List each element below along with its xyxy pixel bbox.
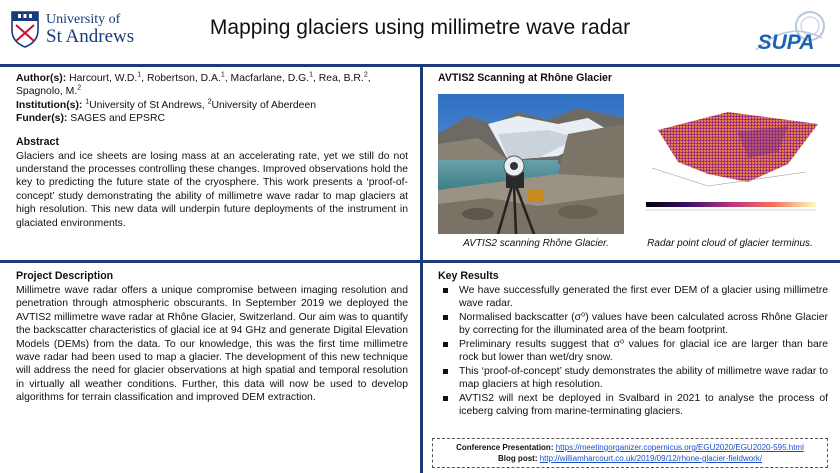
funders-line (16, 112, 408, 125)
results-list (438, 284, 828, 418)
links-box (432, 438, 828, 468)
author-name: Harcourt, W.D. (69, 73, 138, 84)
conference-link[interactable]: https://meetingorganizer.copernicus.org/EGU2020/EGU2020-595.html (555, 443, 804, 452)
column-divider (420, 64, 423, 473)
blog-label: Blog post: (497, 454, 538, 463)
project-heading: Project Description (16, 270, 114, 282)
author-affiliation: 1 (220, 71, 225, 79)
result-item: AVTIS2 will next be deployed in Svalbard in 2021 to analyse the process of iceberg calving from marine-terminating glaciers. (438, 392, 828, 418)
university-name-line1: University of (46, 11, 121, 27)
scanning-heading: AVTIS2 Scanning at Rhône Glacier (438, 72, 613, 84)
avtis2-photo (438, 94, 624, 234)
funders-label: Funder(s): (16, 113, 68, 125)
result-item: Preliminary results suggest that σ⁰ values for glacial ice are larger than bare rock but lower than wet/dry snow. (438, 338, 828, 364)
supa-logo-text: SUPA (757, 31, 815, 54)
abstract-heading: Abstract (16, 135, 59, 148)
results-panel (438, 270, 828, 419)
poster-title: Mapping glaciers using millimetre wave radar (209, 16, 631, 39)
photo-caption: AVTIS2 scanning Rhône Glacier. (463, 238, 609, 249)
institutions-line (16, 99, 408, 112)
result-item: Normalised backscatter (σ⁰) values have been calculated across Rhône Glacier by correcting for the illuminated area of the beam footprint. (438, 311, 828, 337)
funders-value: SAGES and EPSRC (70, 113, 165, 125)
authors-line: Author(s): Harcourt, W.D.$^1$, Robertson, D.A.$^1$, Macfarlane, D.G.$^1$, Rea, B.R.$^2$, Spagnolo, M.$^2$ (16, 71, 371, 98)
project-panel (16, 270, 408, 405)
poster-header (0, 0, 840, 66)
institution-1: University of St Andrews, (89, 99, 205, 111)
project-text: Millimetre wave radar offers a unique compromise between imaging resolution and penetration through atmospheric obscurants. In September 2019 we deployed the AVTIS2 millimetre wave radar at Rhône Glacier, Switzerland. Our aim was to quantify the backscatter characteristics of glacial ice at 94 GHz and generate Digital Elevation Models (DEMs) from the data. To our knowledge, this was the first time millimetre wave radar had been used to map a glacier. The development of this new technique will address the need for glacier observations at high spatial and temporal resolution in virtually all weather conditions. Further, this data will now be used to develop algorithms for terrain classification and improved DEM extraction. (16, 285, 408, 404)
supa-logo (748, 10, 826, 56)
abstract-text: Glaciers and ice sheets are losing mass at an accelerating rate, yet we still do not understand the processes controlling these changes. Improved observations hold the key to predicting the future state of the cryosphere. This work presents a ‘proof-of-concept’ study demonstrating the ability of millimetre wave radar to map glaciers at high resolution. This new data will underpin future deployments of the instrument in glaciated environments. (16, 150, 408, 229)
point-cloud-caption: Radar point cloud of glacier terminus. (647, 238, 813, 249)
conference-label: Conference Presentation: (456, 443, 554, 452)
authors-label: Author(s): (16, 73, 67, 84)
result-item: This ‘proof-of-concept’ study demonstrates the ability of millimetre wave radar to map glaciers at high resolution. (438, 365, 828, 391)
author-affiliation: 1 (137, 71, 142, 79)
blog-link[interactable]: http://williamharcourt.co.uk/2019/09/12/rhone-glacier-fieldwork/ (539, 454, 763, 463)
results-heading: Key Results (438, 270, 499, 282)
institution-sup: 2 (207, 98, 212, 106)
author-name: Rea, B.R. (318, 73, 364, 84)
author-name: Robertson, D.A. (146, 73, 221, 84)
author-affiliation: 2 (77, 84, 82, 92)
institution-2: University of Aberdeen (211, 99, 317, 111)
university-name-line2: St Andrews (46, 25, 135, 47)
author-affiliation: 2 (363, 71, 368, 79)
abstract-section (16, 136, 408, 230)
result-item: We have successfully generated the first ever DEM of a glacier using millimetre wave radar. (438, 284, 828, 310)
blog-line (433, 453, 827, 464)
radar-point-cloud (638, 102, 824, 222)
conference-line (433, 442, 827, 453)
institution-sup: 1 (85, 98, 90, 106)
author-name: Spagnolo, M. (16, 86, 78, 98)
author-affiliation: 1 (309, 71, 313, 79)
info-panel (16, 72, 408, 230)
institutions-label: Institution(s): (16, 99, 83, 111)
scanning-panel (438, 72, 830, 258)
author-name: Macfarlane, D.G. (230, 73, 310, 84)
